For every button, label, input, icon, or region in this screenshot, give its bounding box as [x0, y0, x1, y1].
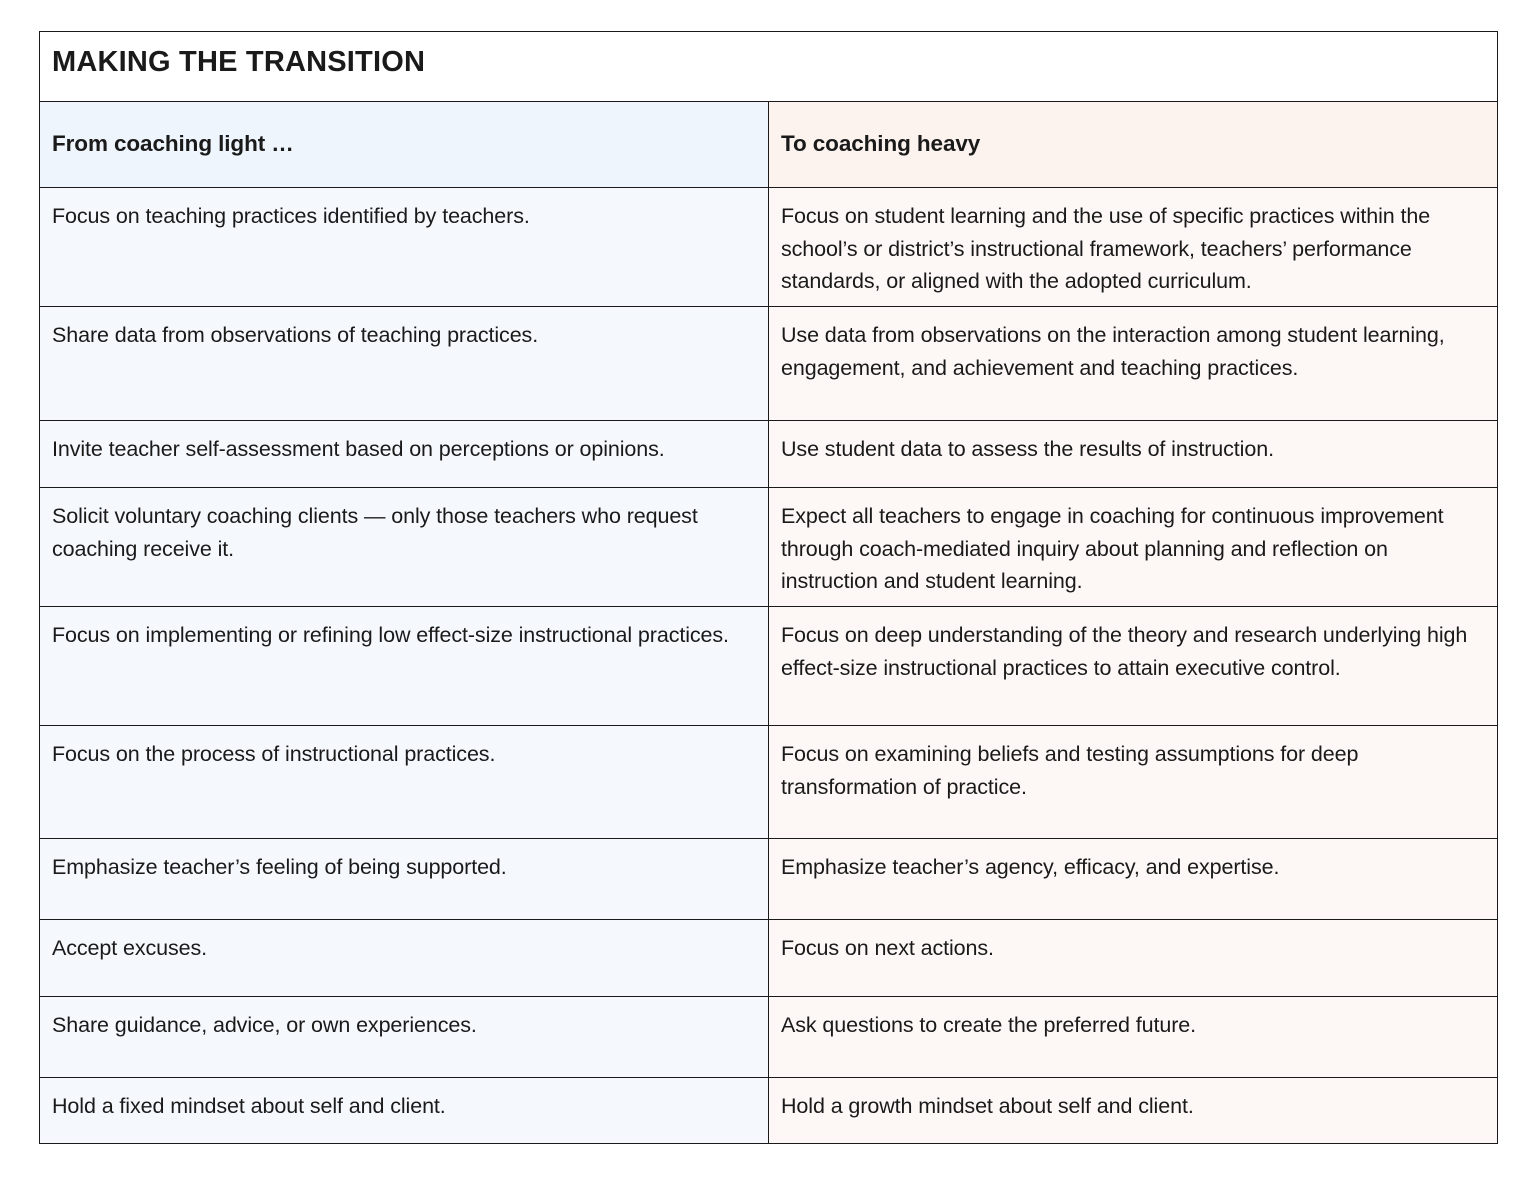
- table-row-to: Focus on examining beliefs and testing assumptions for deep transformation of practice.: [769, 726, 1497, 839]
- table-row-to: Focus on deep understanding of the theory and research underlying high effect-size instructional practices to attain executive control.: [769, 607, 1497, 726]
- table-row-from: Focus on implementing or refining low effect-size instructional practices.: [40, 607, 769, 726]
- table-row-from: Focus on the process of instructional practices.: [40, 726, 769, 839]
- table-row-from: Solicit voluntary coaching clients — only those teachers who request coaching receive it.: [40, 488, 769, 607]
- table-row-to: Use data from observations on the interaction among student learning, engagement, and achievement and teaching practices.: [769, 307, 1497, 421]
- table-row-from: Share guidance, advice, or own experiences.: [40, 997, 769, 1078]
- table-row-from: Accept excuses.: [40, 920, 769, 997]
- table-row-to: Focus on next actions.: [769, 920, 1497, 997]
- table-row-from: Invite teacher self-assessment based on perceptions or opinions.: [40, 421, 769, 488]
- table-title: MAKING THE TRANSITION: [40, 32, 1497, 102]
- table-row-to: Use student data to assess the results of instruction.: [769, 421, 1497, 488]
- table-row-to: Hold a growth mindset about self and client.: [769, 1078, 1497, 1143]
- table-row-from: Hold a fixed mindset about self and client.: [40, 1078, 769, 1143]
- column-header-from: From coaching light …: [40, 102, 769, 188]
- table-row-to: Ask questions to create the preferred future.: [769, 997, 1497, 1078]
- table-row-from: Focus on teaching practices identified by teachers.: [40, 188, 769, 307]
- column-header-to: To coaching heavy: [769, 102, 1497, 188]
- table-row-from: Share data from observations of teaching practices.: [40, 307, 769, 421]
- table-row-to: Expect all teachers to engage in coaching for continuous improvement through coach-mediated inquiry about planning and reflection on instruction and student learning.: [769, 488, 1497, 607]
- table-row-to: Focus on student learning and the use of specific practices within the school’s or district’s instructional framework, teachers’ performance standards, or aligned with the adopted curriculum.: [769, 188, 1497, 307]
- table-row-from: Emphasize teacher’s feeling of being supported.: [40, 839, 769, 920]
- transition-table: [39, 31, 1498, 1144]
- table-row-to: Emphasize teacher’s agency, efficacy, and expertise.: [769, 839, 1497, 920]
